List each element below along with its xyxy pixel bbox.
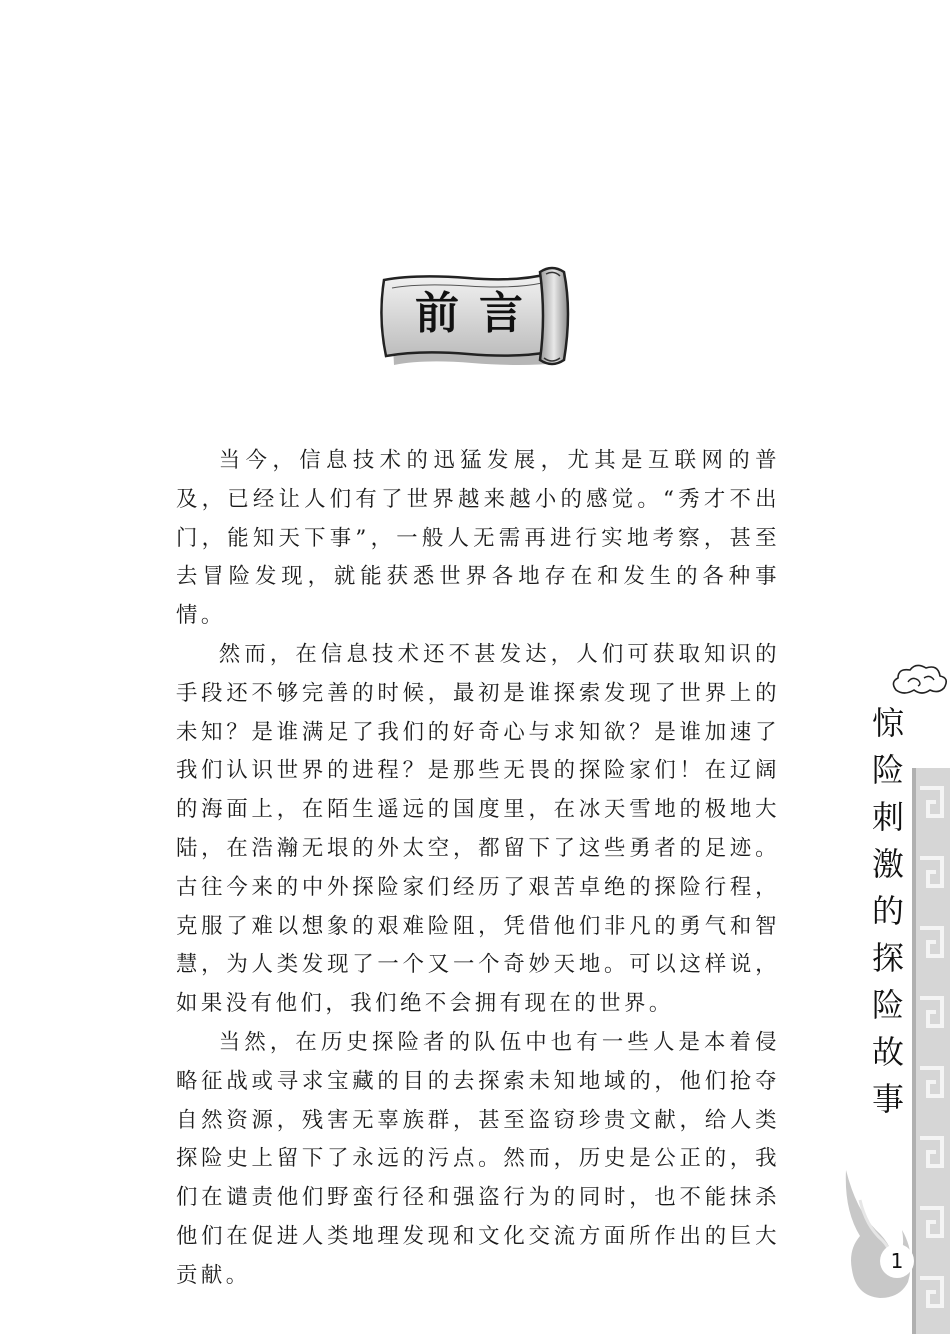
flame-ornament-icon xyxy=(836,1170,916,1300)
paragraph: 然而，在信息技术还不甚发达，人们可获取知识的手段还不够完善的时候，最初是谁探索发现了世界上的未知？是谁满足了我们的好奇心与求知欲？是谁加速了我们认识世界的进程？是那些无畏的探险家们！在辽阔的海面上，在陌生遥远的国度里，在冰天雪地的极地大陆，在浩瀚无垠的外太空，都留下了这些勇者的足迹。古往今来的中外探险家们经历了艰苦卓绝的探险行程，克服了难以想象的艰难险阻，凭借他们非凡的勇气和智慧，为人类发现了一个又一个奇妙天地。可以这样说，如果没有他们，我们绝不会拥有现在的世界。 xyxy=(176,641,780,1017)
preface-body xyxy=(176,442,780,1296)
paragraph: 当然，在历史探险者的队伍中也有一些人是本着侵略征战或寻求宝藏的目的去探索未知地域的，他们抢夺自然资源，残害无辜族群，甚至盗窃珍贵文献，给人类探险史上留下了永远的污点。然而，历史是公正的，我们在谴责他们野蛮行径和强盗行为的同时，也不能抹杀他们在促进人类地理发现和文化交流方面所作出的巨大贡献。 xyxy=(176,1029,780,1288)
paragraph: 当今，信息技术的迅猛发展，尤其是互联网的普及，已经让人们有了世界越来越小的感觉。“秀才不出门，能知天下事”，一般人无需再进行实地考察，甚至去冒险发现，就能获悉世界各地存在和发生的各种事情。 xyxy=(176,448,780,629)
cloud-ornament-icon xyxy=(890,660,950,700)
book-title-vertical: 惊险刺激的探险故事 xyxy=(871,704,904,1118)
page-title: 前言 xyxy=(415,288,543,339)
title-scroll xyxy=(376,262,576,370)
page-number: 1 xyxy=(880,1244,914,1278)
